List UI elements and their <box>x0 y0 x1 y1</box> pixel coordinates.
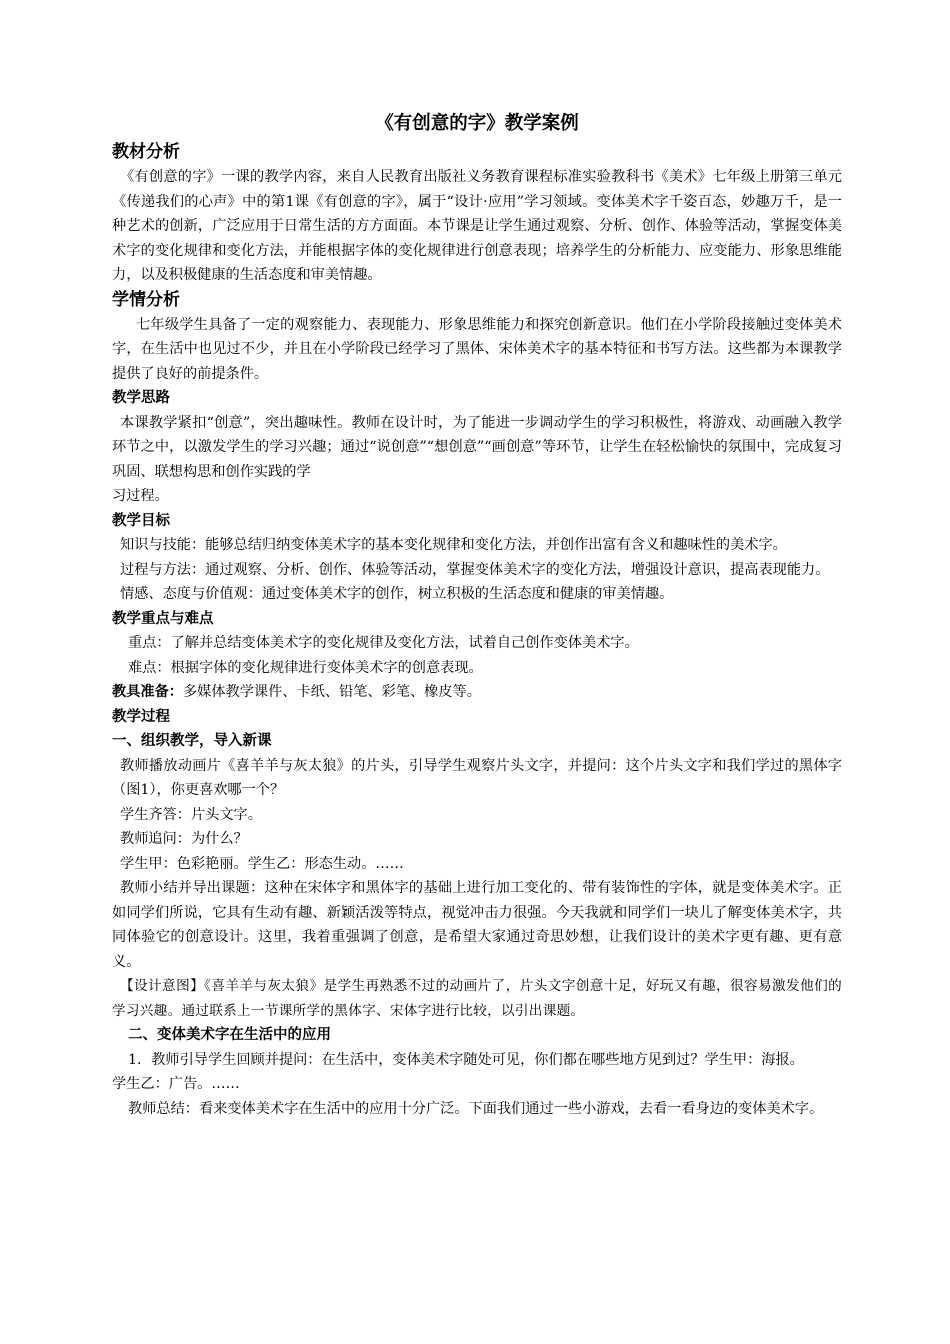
goal-emotion-values: 情感、态度与价值观：通过变体美术字的创作，树立积极的生活态度和健康的审美情趣。 <box>120 586 674 602</box>
difficult-point: 难点：根据字体的变化规律进行变体美术字的创意表现。 <box>128 659 483 676</box>
heading-teaching-goals: 教学目标 <box>112 512 170 529</box>
key-point: 重点：了解并总结变体美术字的变化规律及变化方法，试着自己创作变体美术字。 <box>128 635 639 651</box>
part-one-paragraph-5: 教师小结并导出课题：这种在宋体字和黑体字的基础上进行加工变化的、带有装饰性的字体，就是变体美术字。正如同学们所说，它具有生动有趣、新颖活泼等特点，视觉冲击力很强。今天我就和同学们一块儿了解变体美术字，共同体验它的创意设计。这里，我着重强调了创意，是希望大家通过奇思妙想，让我们设计的美术字更有趣、更有意义。 <box>112 880 842 970</box>
heading-part-one: 一、组织教学，导入新课 <box>112 733 272 749</box>
heading-teaching-process: 教学过程 <box>112 708 170 725</box>
heading-key-points: 教学重点与难点 <box>112 610 214 627</box>
part-one-paragraph-2: 学生齐答：片头文字。 <box>120 806 262 823</box>
design-intent-note: 【设计意图】《喜羊羊与灰太狼》是学生再熟悉不过的动画片了，片头文字创意十足，好玩又有趣，很容易激发他们的学习兴趣。通过联系上一节课所学的黑体字、宋体字进行比较，以引出课题。 <box>112 978 842 1019</box>
tools-label: 教具准备： <box>112 684 183 700</box>
heading-student-analysis: 学情分析 <box>112 289 180 310</box>
tools-preparation <box>112 680 842 705</box>
part-two-paragraph-2: 学生乙：广告。…… <box>112 1076 240 1092</box>
goal-knowledge-skills: 知识与技能：能够总结归纳变体美术字的基本变化规律和变化方法，并创作出富有含义和趣味性的美术字。 <box>120 537 787 553</box>
heading-material-analysis: 教材分析 <box>112 142 180 162</box>
document-title: 《有创意的字》教学案例 <box>375 113 579 134</box>
part-one-paragraph-3: 教师追问：为什么？ <box>120 831 248 847</box>
paragraph-teaching-approach-end: 习过程。 <box>112 488 169 504</box>
paragraph-student-analysis: 七年级学生具备了一定的观察能力、表现能力、形象思维能力和探究创新意识。他们在小学阶段接触过变体美术字，在生活中也见过不少，并且在小学阶段已经学习了黑体、宋体美术字的基本特征和书写方法。这些都为本课教学提供了良好的前提条件。 <box>112 316 842 382</box>
part-two-paragraph-1: 1．教师引导学生回顾并提问：在生活中，变体美术字随处可见，你们都在哪些地方见到过？学生甲：海报。 <box>128 1051 804 1068</box>
tools-body: 多媒体教学课件、卡纸、铅笔、彩笔、橡皮等。 <box>182 684 481 700</box>
goal-process-method: 过程与方法：通过观察、分析、创作、体验等活动，掌握变体美术字的变化方法，增强设计意识，提高表现能力。 <box>120 561 830 578</box>
paragraph-material-analysis: 《有创意的字》一课的教学内容，来自人民教育出版社义务教育课程标准实验教科书《美术》七年级上册第三单元《传递我们的心声》中的第1课《有创意的字》，属于“设计·应用”学习领域。变体美术字千姿百态，妙趣万千，是一种艺术的创新，广泛应用于日常生活的方方面面。本节课是让学生通过观察、分析、创作、体验等活动，掌握变体美术字的变化规律和变化方法，并能根据字体的变化规律进行创意表现；培养学生的分析能力、应变能力、形象思维能力，以及积极健康的生活态度和审美情趣。 <box>112 169 842 283</box>
part-two-paragraph-3: 教师总结：看来变体美术字在生活中的应用十分广泛。下面我们通过一些小游戏，去看一看身边的变体美术字。 <box>128 1100 824 1117</box>
part-one-paragraph-1: 教师播放动画片《喜羊羊与灰太狼》的片头，引导学生观察片头文字，并提问：这个片头文字和我们学过的黑体字（图1），你更喜欢哪一个？ <box>112 757 842 798</box>
part-one-paragraph-4: 学生甲：色彩艳丽。学生乙：形态生动。…… <box>120 855 404 872</box>
heading-teaching-approach: 教学思路 <box>112 390 170 406</box>
document-page <box>112 108 842 1121</box>
paragraph-teaching-approach: 本课教学紧扣“创意”，突出趣味性。教师在设计时，为了能进一步调动学生的学习积极性，将游戏、动画融入教学环节之中，以激发学生的学习兴趣；通过“说创意”“想创意”“画创意”等环节，让学生在轻松愉快的氛围中，完成复习巩固、联想构思和创作实践的学 <box>112 414 842 480</box>
heading-part-two: 二、变体美术字在生活中的应用 <box>128 1027 331 1043</box>
